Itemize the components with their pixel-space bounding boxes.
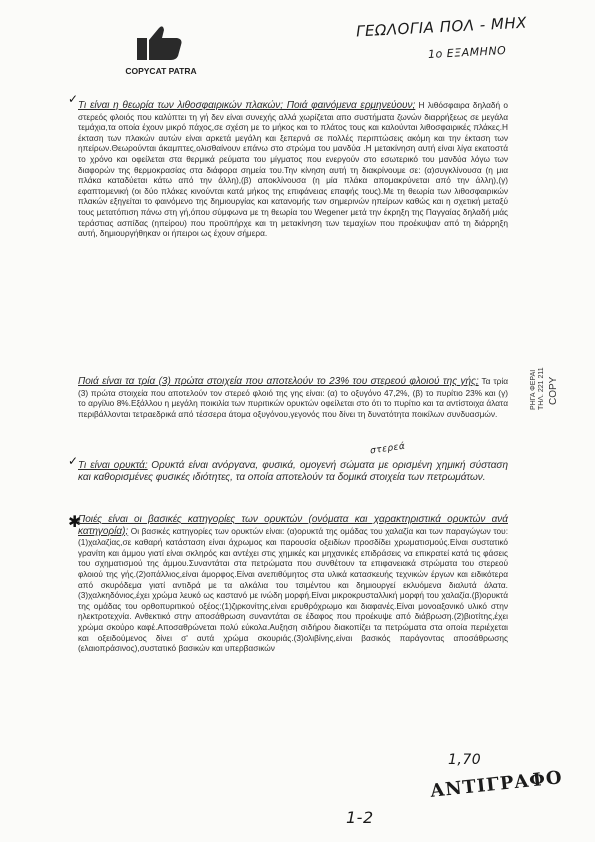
question-1: Τι είναι η θεωρία των λιθοσφαιρικών πλακών; Ποιά φαινόμενα ερμηνεύουν;	[78, 100, 416, 111]
check-mark-1: ✓	[68, 92, 79, 106]
asterisk-mark: ✱	[68, 514, 82, 531]
answer-3: Ορυκτά είναι ανόργανα, φυσικά, ομογενή σώματα με ορισμένη χημική σύσταση και καθορισμένες φυσικές ιδιότητες, τα οποία αποτελούν τα δομικά στοιχεία των πετρωμάτων.	[78, 460, 509, 483]
margin-note-solid: στερεά	[369, 441, 407, 457]
answer-2: Τα τρία (3) πρώτα στοιχεία που αποτελούν τον στερεό φλοιό της γης είναι: (α) το οξυγόνο 47,2%, (β) το πυρίτιο 23% και (γ) το αργίλιο 8%.Εξάλλου η μεγάλη ποικιλία των πυριτικών ορυκτών οφείλεται στο ότι το πυρίτιο και τα αντίστοιχα άλατα περιβάλλονται τετραεδρικά από τέσσερα άτομα οξυγόνου,γεγονός που δίνει τη δυνατότητα ποικίλων συνδυασμών.	[78, 376, 508, 419]
side-stamp-street: ΡΗΓΑ ΦΕΡΑΙ	[530, 369, 537, 410]
side-stamp-copy: COPY	[548, 376, 559, 405]
thumbs-up-icon	[133, 24, 189, 64]
section-minerals-definition	[78, 460, 508, 483]
side-stamp-phone: ΤΗΛ. 221 211	[538, 367, 545, 410]
side-stamp-address	[530, 367, 546, 410]
question-2: Ποιά είναι τα τρία (3) πρώτα στοιχεία που αποτελούν το 23% του στερεού φλοιού της γής;	[78, 376, 479, 387]
answer-4: Οι βασικές κατηγορίες των ορυκτών είναι: (α)ορυκτά της ομάδας του χαλαζία και των παραγώγων του:(1)χαλαζίας,σε καθαρή κατάσταση είναι άχρωμος και παρουσία οξειδίων προσδίδει χρωματισμούς.Είναι συστατικό γρανίτη και άμμου γιατί είναι σκληρός και αντέχει στις χημικές και μηχανικές επιδράσεις να επικρατεί κατά τις φάσεις του σχηματισμού της άμμου.Συναντάται στα πετρώματα που συνθέτουν τα επιφανειακά στρώματα του στερεού φλοιού της γής.(2)οπάλλιος,είναι άμορφος.Είναι ανεπιθύμητος στα υλικά κατασκευής τεχνικών έργων και ειδικότερα από σκυρόδεμα γιατί αντιδρά με τα αλκάλια του τσιμέντου και δημιουργεί εκλυόμενα διαλυτά άλατα. (3)χαλκηδόνιος,έχει χρώμα λευκό ως καστανό με ινώδη μορφή.Είναι μικροκρυσταλλική μορφή του χαλαζία.(β)ορυκτά της ομάδας του ορθοπυριτικού οξέος:(1)ζιρκονίτης,είναι ερυθρόχρωμο και διαφανές.Είναι μονοαξονικό υλικό στην ηλεκτροτεχνία. Ανθεκτικό στην αποσάθρωση συναντάται σε έδαφος που προέκυψε από διάβρωση.(2)βιοτίτης,έχει χρώμα σκούρο καφέ.Αποσαθρώνεται πολύ εύκολα.Αυξηση σιδήρου διακοπίζει τα πετρώματα στα οποία περιέχεται και οξειδούμενος δίνει σ' αυτά χρώμα σκουριάς.(3)ολιβίνης,είναι βασικός παράγοντας αποσάθρωσης (ελαιοπράσινος),συστατικό βασικών και υπερβασικών	[78, 525, 508, 654]
answer-1: Η λιθόσφαιρα δηλαδή ο στερεός φλοιός που καλύπτει τη γή δεν είναι συνεχής αλλά χωρίζεται απο συστήματα ζωνών διαρρήξεως σε μεγάλα τεμάχια,τα οποία έχουν μικρό πάχος,σε σχέση με το μήκος και το πλάτος τους και καλούνται λιθοσφαιρικές πλάκες.Η έκταση των πλακών αυτών είναι αρκετά μεγάλη και ξεπερνά σε πολλές περιπτώσεις ακόμη και την έκταση των ηπείρων.Θεωρούνται άκαμπτες,ολισθαίνουν επάνω στο στρώμα του μανδύα .Η μετακίνηση αυτή είναι λίγα εκατοστά το χρόνο και οφείλεται στα θερμικά ρεύματα του μίγματος που ενεργούν στο εσωτερικό του μανδύα λόγω των διαφορών της θερμοκρασίας στα διάφορα σημεία του.Την κίνηση αυτή τη διακρίνουμε σε: (α)συγκλίνουσα (η μια πλάκα καταδύεται κάτω από την άλλη),(β) αποκλίνουσα (η μία πλάκα απομακρύνεται από την άλλη),(γ) εφαπτομενική (οι δύο πλάκες κινούνται κατά μήκος της επιφάνειας επαφής τους).Με τη θεωρία των λιθοσφαιρικών πλακών εξηγείται το φαινόμενο της δημιουργίας και κατανομής των σημερινών ηπείρων καθώς και η σχετική μεταξύ τους μετατόπιση πάνω στη γή,όπου σύμφωνα με τη θεωρία του Wegener μετά την έκρηξη της Παγγαίας δηλαδή μιάς τεράστιας ασπίδας (ηπείρου) που προϋπήρχε και τη μετακίνηση των τεμαχίων που προέκυψαν από τη διάρρηξη αυτή, δημιουργήθηκαν οι ήπειροι ως έχουν σήμερα.	[78, 100, 508, 239]
copy-stamp: ΑΝΤΙΓΡΑΦΟ	[429, 767, 564, 802]
section-crust-elements	[78, 376, 508, 419]
section-mineral-categories	[78, 514, 508, 654]
question-4: Ποιές είναι οι βασικές κατηγορίες των ορυκτών (ονόματα και χαρακτηριστικά ορυκτών ανά κατηγορία);	[78, 514, 508, 537]
handwritten-semester: 1ο ΕΞΑΜΗΝΟ	[427, 43, 507, 62]
logo-label: COPYCAT PATRA	[125, 66, 197, 76]
handwritten-page-mark: 1-2	[346, 808, 374, 827]
copycat-logo	[118, 24, 204, 76]
question-3: Τι είναι ορυκτά:	[78, 460, 148, 471]
handwritten-score: 1,70	[448, 752, 482, 768]
section-plate-tectonics	[78, 100, 508, 239]
handwritten-course-title: ΓΕΩΛΟΓΙΑ ΠΟΛ - ΜΗΧ	[355, 13, 528, 41]
check-mark-3: ✓	[68, 454, 79, 468]
